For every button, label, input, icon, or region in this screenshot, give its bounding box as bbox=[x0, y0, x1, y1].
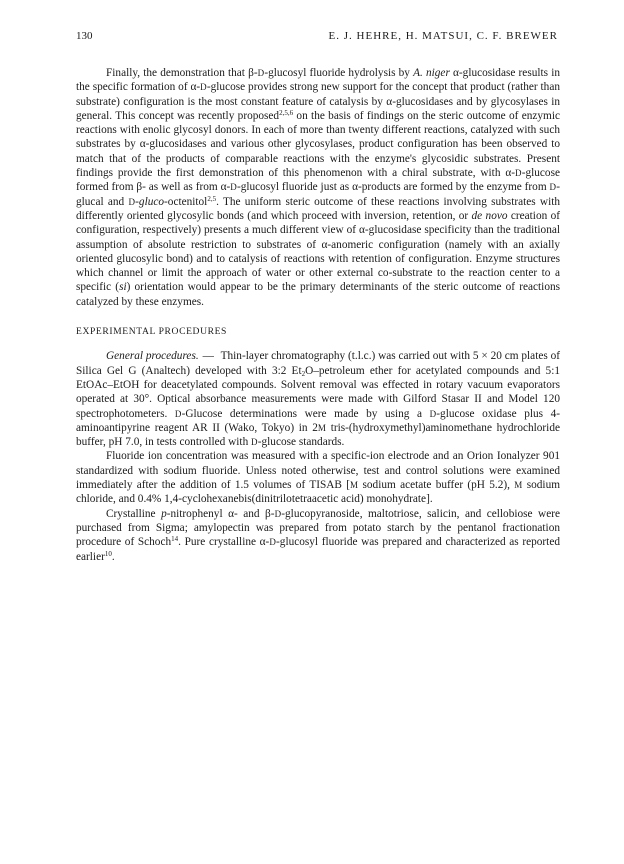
text-run: Finally, the demonstration that β- bbox=[106, 67, 258, 79]
citation-superscript: 2,5 bbox=[207, 194, 217, 203]
italic-run: si bbox=[119, 281, 127, 294]
general-procedures-paragraph bbox=[76, 349, 560, 449]
body-text bbox=[76, 66, 560, 564]
text-run: Thin-layer chromatography (t.l.c.) was carried out with 5 × 20 cm plates of Silica Gel G (Analtech) developed with 3:2 Et bbox=[76, 350, 560, 377]
text-run: -glucosyl fluoride hydrolysis by bbox=[264, 67, 414, 79]
small-caps-run: D bbox=[515, 168, 522, 179]
italic-run: de novo bbox=[471, 209, 508, 222]
crystalline-paragraph bbox=[76, 507, 560, 564]
intro-paragraph bbox=[76, 66, 560, 309]
page-number: 130 bbox=[76, 30, 93, 42]
small-caps-run: D bbox=[174, 408, 182, 419]
fluoride-paragraph bbox=[76, 449, 560, 506]
small-caps-run: D bbox=[549, 182, 557, 193]
running-header bbox=[76, 30, 558, 42]
text-run: ) orientation would appear to be the primary determinants of the steric outcome of reactions catalyzed by these enzymes. bbox=[76, 281, 561, 308]
citation-superscript: 14 bbox=[171, 535, 179, 544]
small-caps-run: D bbox=[257, 68, 265, 78]
text-run: -glucal and bbox=[76, 181, 560, 208]
small-caps-run: D bbox=[251, 437, 258, 448]
text-run: α-glucosidase results in the specific formation of α- bbox=[76, 67, 560, 94]
text-run: -glucopyranoside, maltotriose, salicin, and cellobiose were purchased from Sigma; amylopectin was prepared from potato starch by the pentanol fractionation procedure of Schoch bbox=[76, 507, 560, 549]
small-caps-run: M bbox=[514, 480, 523, 491]
text-run: -Glucose determinations were made by using a bbox=[181, 407, 430, 420]
small-caps-run: D bbox=[274, 508, 282, 519]
text-run: . bbox=[111, 550, 115, 563]
text-run: O–petroleum ether for acetylated compounds and 5:1 EtOAc–EtOH for deacetylated compounds. Solvent removal was effected in rotary vacuum evaporators operated at 30°. Optical absorbance measurements were made with Gilford Stasar II and Model 120 spectrophotometers. bbox=[76, 364, 560, 420]
run-in-heading: General procedures. bbox=[106, 350, 199, 363]
small-caps-run: M bbox=[317, 422, 327, 433]
text-run: -octenitol bbox=[164, 195, 208, 208]
small-caps-run: M bbox=[350, 480, 359, 491]
running-head-authors: E. J. HEHRE, H. MATSUI, C. F. BREWER bbox=[328, 30, 558, 42]
text-run: Crystalline bbox=[106, 507, 162, 520]
text-run: . The uniform steric outcome of these reactions involving substrates with differently oriented glycosylic bonds (and which proceed with inversion, retention, or bbox=[76, 195, 561, 222]
text-run: on the basis of findings on the steric outcome of enzymic reactions with enolic glycosyl donors. In each of more than twenty different reactions, catalyzed with such substrates by α-glucosidases and various other glycosylases, product configuration has been observed to match that of the products of comparable reactions with the enzyme's glycosidic substrates. Present findings provide the first demonstration of this phenomenon with a chiral substrate, with α- bbox=[76, 109, 560, 180]
text-run: sodium chloride, and 0.4% 1,4-cyclohexanebis(dinitrilotetraacetic acid) monohydrate]. bbox=[76, 479, 561, 506]
em-dash: — bbox=[202, 350, 214, 363]
citation-superscript: 10 bbox=[104, 549, 112, 558]
italic-run: A. niger bbox=[413, 67, 450, 79]
italic-run: gluco bbox=[138, 195, 165, 208]
small-caps-run: D bbox=[128, 196, 136, 207]
text-run: -glucose formed from β- as well as from α- bbox=[76, 167, 560, 194]
text-run: -glucose oxidase plus 4-aminoantipyrine reagent AR II (Wako, Tokyo) in 2 bbox=[76, 407, 560, 434]
italic-run: p bbox=[161, 507, 167, 520]
text-run: -glucosyl fluoride was prepared and characterized as reported earlier bbox=[76, 536, 560, 563]
text-run: - bbox=[135, 195, 139, 208]
text-run: creation of configuration, respectively) presents a much different view of α-glucosidase specificity than the traditional assumption of absolute restriction to substrates of α-anomeric configuration (namely with an axially oriented glucosylic bond) and to catalysis of reactions with retention of configuration. Enzyme structures which channel or limit the approach of water or other external co-substrate to the reaction center to a specific ( bbox=[76, 209, 561, 294]
text-run: -glucose standards. bbox=[257, 436, 345, 449]
text-run: . Pure crystalline α- bbox=[178, 536, 270, 549]
small-caps-run: D bbox=[269, 537, 277, 548]
text-run: sodium acetate buffer (pH 5.2), bbox=[358, 479, 515, 492]
citation-superscript: 2,5,6 bbox=[279, 108, 294, 117]
text-run: tris-(hydroxymethyl)aminomethane hydrochloride buffer, pH 7.0, in tests controlled with bbox=[76, 421, 560, 449]
small-caps-run: D bbox=[429, 408, 437, 419]
text-run: -nitrophenyl α- and β- bbox=[166, 507, 275, 520]
text-run: -glucose provides strong new support for the concept that product (rather than substrate) configuration is the most constant feature of catalysis by α-glucosidases and by glycosylases in general. This concept was recently proposed bbox=[76, 81, 560, 122]
text-run: -glucosyl fluoride just as α-products are formed by the enzyme from bbox=[236, 181, 550, 194]
subscript: 2 bbox=[301, 369, 306, 378]
section-heading: EXPERIMENTAL PROCEDURES bbox=[76, 326, 227, 338]
text-run: Fluoride ion concentration was measured with a specific-ion electrode and an Orion Ionalyzer 901 standardized with sodium fluoride. Unless noted otherwise, test and control solutions were examined immediately after the addition of 1.5 volumes of TISAB [ bbox=[76, 450, 560, 492]
small-caps-run: D bbox=[200, 82, 207, 93]
small-caps-run: D bbox=[230, 182, 237, 193]
